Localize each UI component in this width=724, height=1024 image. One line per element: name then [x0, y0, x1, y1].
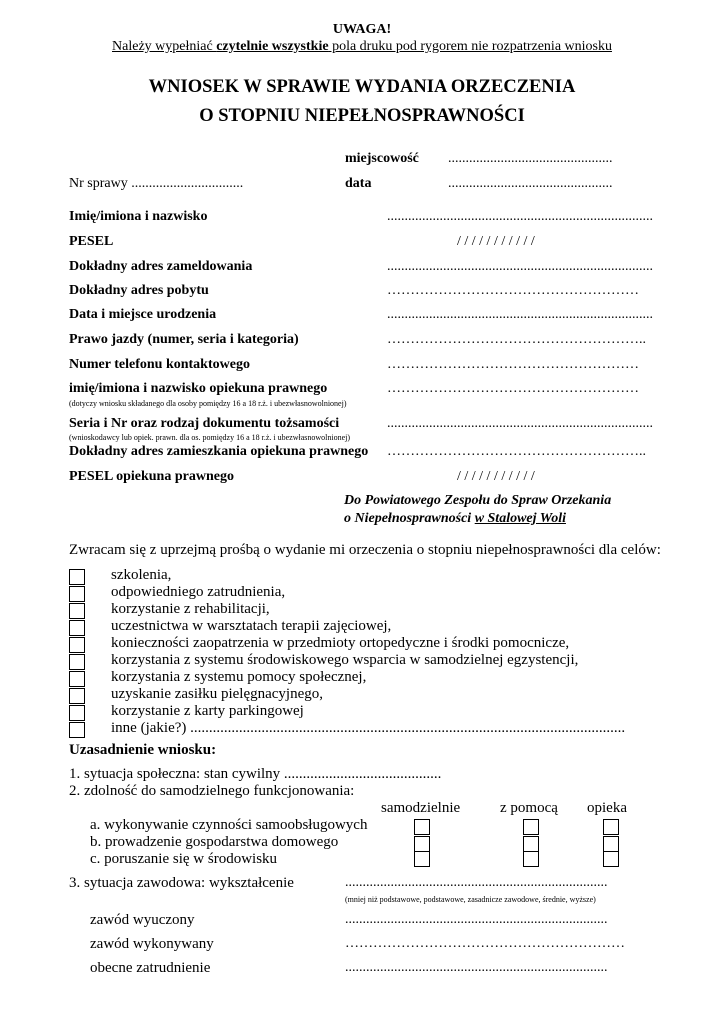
ability-checkbox[interactable]	[523, 819, 539, 835]
job-label-learned: zawód wyuczony	[90, 912, 195, 928]
field-label-driving-license: Prawo jazdy (numer, seria i kategoria)	[69, 332, 299, 347]
field-value-driving-license[interactable]: ………………………………………………..	[387, 332, 646, 347]
ability-checkbox[interactable]	[414, 819, 430, 835]
recipient-line1: Do Powiatowego Zespołu do Spraw Orzekania	[344, 493, 612, 508]
ability-checkbox[interactable]	[414, 851, 430, 867]
field-label-guardian-address: Dokładny adres zamieszkania opiekuna prawnego	[69, 444, 369, 459]
job-label-current: obecne zatrudnienie	[90, 960, 211, 976]
purpose-label: korzystania z systemu środowiskowego wsparcia w samodzielnej egzystencji,	[111, 652, 579, 668]
request-text: Zwracam się z uprzejmą prośbą o wydanie mi orzeczenia o stopniu niepełnosprawności dla celów:	[69, 542, 661, 558]
purpose-checkbox[interactable]	[69, 637, 85, 653]
job-value-learned[interactable]: ...........................................................................	[345, 912, 608, 927]
ability-label: a. wykonywanie czynności samoobsługowych	[90, 817, 368, 833]
purpose-label: korzystanie z rehabilitacji,	[111, 601, 270, 617]
ability-checkbox[interactable]	[603, 851, 619, 867]
column-independent: samodzielnie	[381, 800, 461, 816]
field-value-pesel[interactable]: / / / / / / / / / / /	[457, 234, 535, 249]
field-value-residence-address[interactable]: ………………………………………………	[387, 283, 639, 298]
field-value-phone[interactable]: ………………………………………………	[387, 357, 639, 372]
field-label-guardian-name: imię/imiona i nazwisko opiekuna prawnego	[69, 381, 328, 396]
purpose-label: korzystanie z karty parkingowej	[111, 703, 304, 719]
purpose-checkbox[interactable]	[69, 671, 85, 687]
purpose-checkbox[interactable]	[69, 620, 85, 636]
field-value-birth[interactable]: ............................................................................	[387, 307, 653, 322]
ability-checkbox[interactable]	[603, 819, 619, 835]
ability-checkbox[interactable]	[414, 836, 430, 852]
ability-label: b. prowadzenie gospodarstwa domowego	[90, 834, 339, 850]
note-pre: Należy wypełniać	[112, 39, 217, 54]
education-field[interactable]: ...........................................................................	[345, 875, 608, 890]
ability-checkbox[interactable]	[603, 836, 619, 852]
purpose-checkbox[interactable]	[69, 688, 85, 704]
justification-heading: Uzasadnienie wniosku:	[69, 742, 217, 758]
field-value-name[interactable]: ............................................................................	[387, 209, 653, 224]
column-care: opieka	[587, 800, 627, 816]
purpose-label: odpowiedniego zatrudnienia,	[111, 584, 286, 600]
field-note-guardian-name: (dotyczy wniosku składanego dla osoby pomiędzy 16 a 18 r.ż. i ubezwłasnowolnionej)	[69, 399, 347, 408]
case-number-field[interactable]: Nr sprawy ................................	[69, 176, 244, 191]
purpose-checkbox[interactable]	[69, 705, 85, 721]
purpose-other-field[interactable]: inne (jakie?) ....................................................................................................................	[111, 720, 626, 736]
recipient-prefix: o Niepełnosprawności	[344, 511, 475, 526]
functioning-ability-label: 2. zdolność do samodzielnego funkcjonowania:	[69, 783, 355, 799]
field-value-id-document[interactable]: ............................................................................	[387, 416, 653, 431]
warning-heading: UWAGA!	[332, 22, 392, 37]
field-value-guardian-address[interactable]: ………………………………………………..	[387, 444, 646, 459]
purpose-checkbox[interactable]	[69, 569, 85, 585]
job-value-performed[interactable]: ……………………………………………………	[345, 936, 625, 951]
note-bold: czytelnie wszystkie	[216, 39, 329, 54]
date-label: data	[345, 176, 372, 191]
purpose-checkbox[interactable]	[69, 603, 85, 619]
date-field[interactable]: ...............................................	[448, 176, 613, 191]
purpose-label: konieczności zaopatrzenia w przedmioty ortopedyczne i środki pomocnicze,	[111, 635, 570, 651]
purpose-label: korzystania z systemu pomocy społecznej,	[111, 669, 367, 685]
recipient-line2	[344, 511, 566, 527]
column-with-help: z pomocą	[500, 800, 558, 816]
purpose-label: uczestnictwa w warsztatach terapii zajęciowej,	[111, 618, 392, 634]
form-title-line2: O STOPNIU NIEPEŁNOSPRAWNOŚCI	[199, 106, 525, 126]
ability-checkbox[interactable]	[523, 851, 539, 867]
purpose-checkbox[interactable]	[69, 586, 85, 602]
note-post: pola druku pod rygorem nie rozpatrzenia wniosku	[328, 39, 612, 54]
form-title-line1: WNIOSEK W SPRAWIE WYDANIA ORZECZENIA	[148, 77, 576, 97]
field-label-name: Imię/imiona i nazwisko	[69, 209, 208, 224]
marital-status-field[interactable]: 1. sytuacja społeczna: stan cywilny ..........................................	[69, 766, 442, 782]
job-value-current[interactable]: ...........................................................................	[345, 960, 608, 975]
field-value-guardian-pesel[interactable]: / / / / / / / / / / /	[457, 469, 535, 484]
place-label: miejscowość	[345, 151, 419, 166]
fill-instruction	[0, 39, 724, 55]
field-label-residence-address: Dokładny adres pobytu	[69, 283, 209, 298]
field-label-registered-address: Dokładny adres zameldowania	[69, 259, 253, 274]
field-label-birth: Data i miejsce urodzenia	[69, 307, 217, 322]
field-value-guardian-name[interactable]: ………………………………………………	[387, 381, 639, 396]
field-label-pesel: PESEL	[69, 234, 114, 249]
ability-label: c. poruszanie się w środowisku	[90, 851, 278, 867]
field-label-guardian-pesel: PESEL opiekuna prawnego	[69, 469, 234, 484]
field-note-id-document: (wnioskodawcy lub opiek. prawn. dla os. pomiędzy 16 a 18 r.ż. i ubezwłasnowolnionej)	[69, 433, 351, 442]
purpose-checkbox[interactable]	[69, 654, 85, 670]
purpose-label: szkolenia,	[111, 567, 172, 583]
recipient-town: w Stalowej Woli	[474, 511, 566, 526]
field-value-registered-address[interactable]: ............................................................................	[387, 259, 653, 274]
place-field[interactable]: ...............................................	[448, 151, 613, 166]
ability-checkbox[interactable]	[523, 836, 539, 852]
education-note: (mniej niż podstawowe, podstawowe, zasadnicze zawodowe, średnie, wyższe)	[345, 895, 596, 904]
purpose-checkbox[interactable]	[69, 722, 85, 738]
job-label-performed: zawód wykonywany	[90, 936, 214, 952]
purpose-label: uzyskanie zasiłku pielęgnacyjnego,	[111, 686, 324, 702]
field-label-phone: Numer telefonu kontaktowego	[69, 357, 250, 372]
field-label-id-document: Seria i Nr oraz rodzaj dokumentu tożsamości	[69, 416, 340, 431]
education-label: 3. sytuacja zawodowa: wykształcenie	[69, 875, 294, 891]
